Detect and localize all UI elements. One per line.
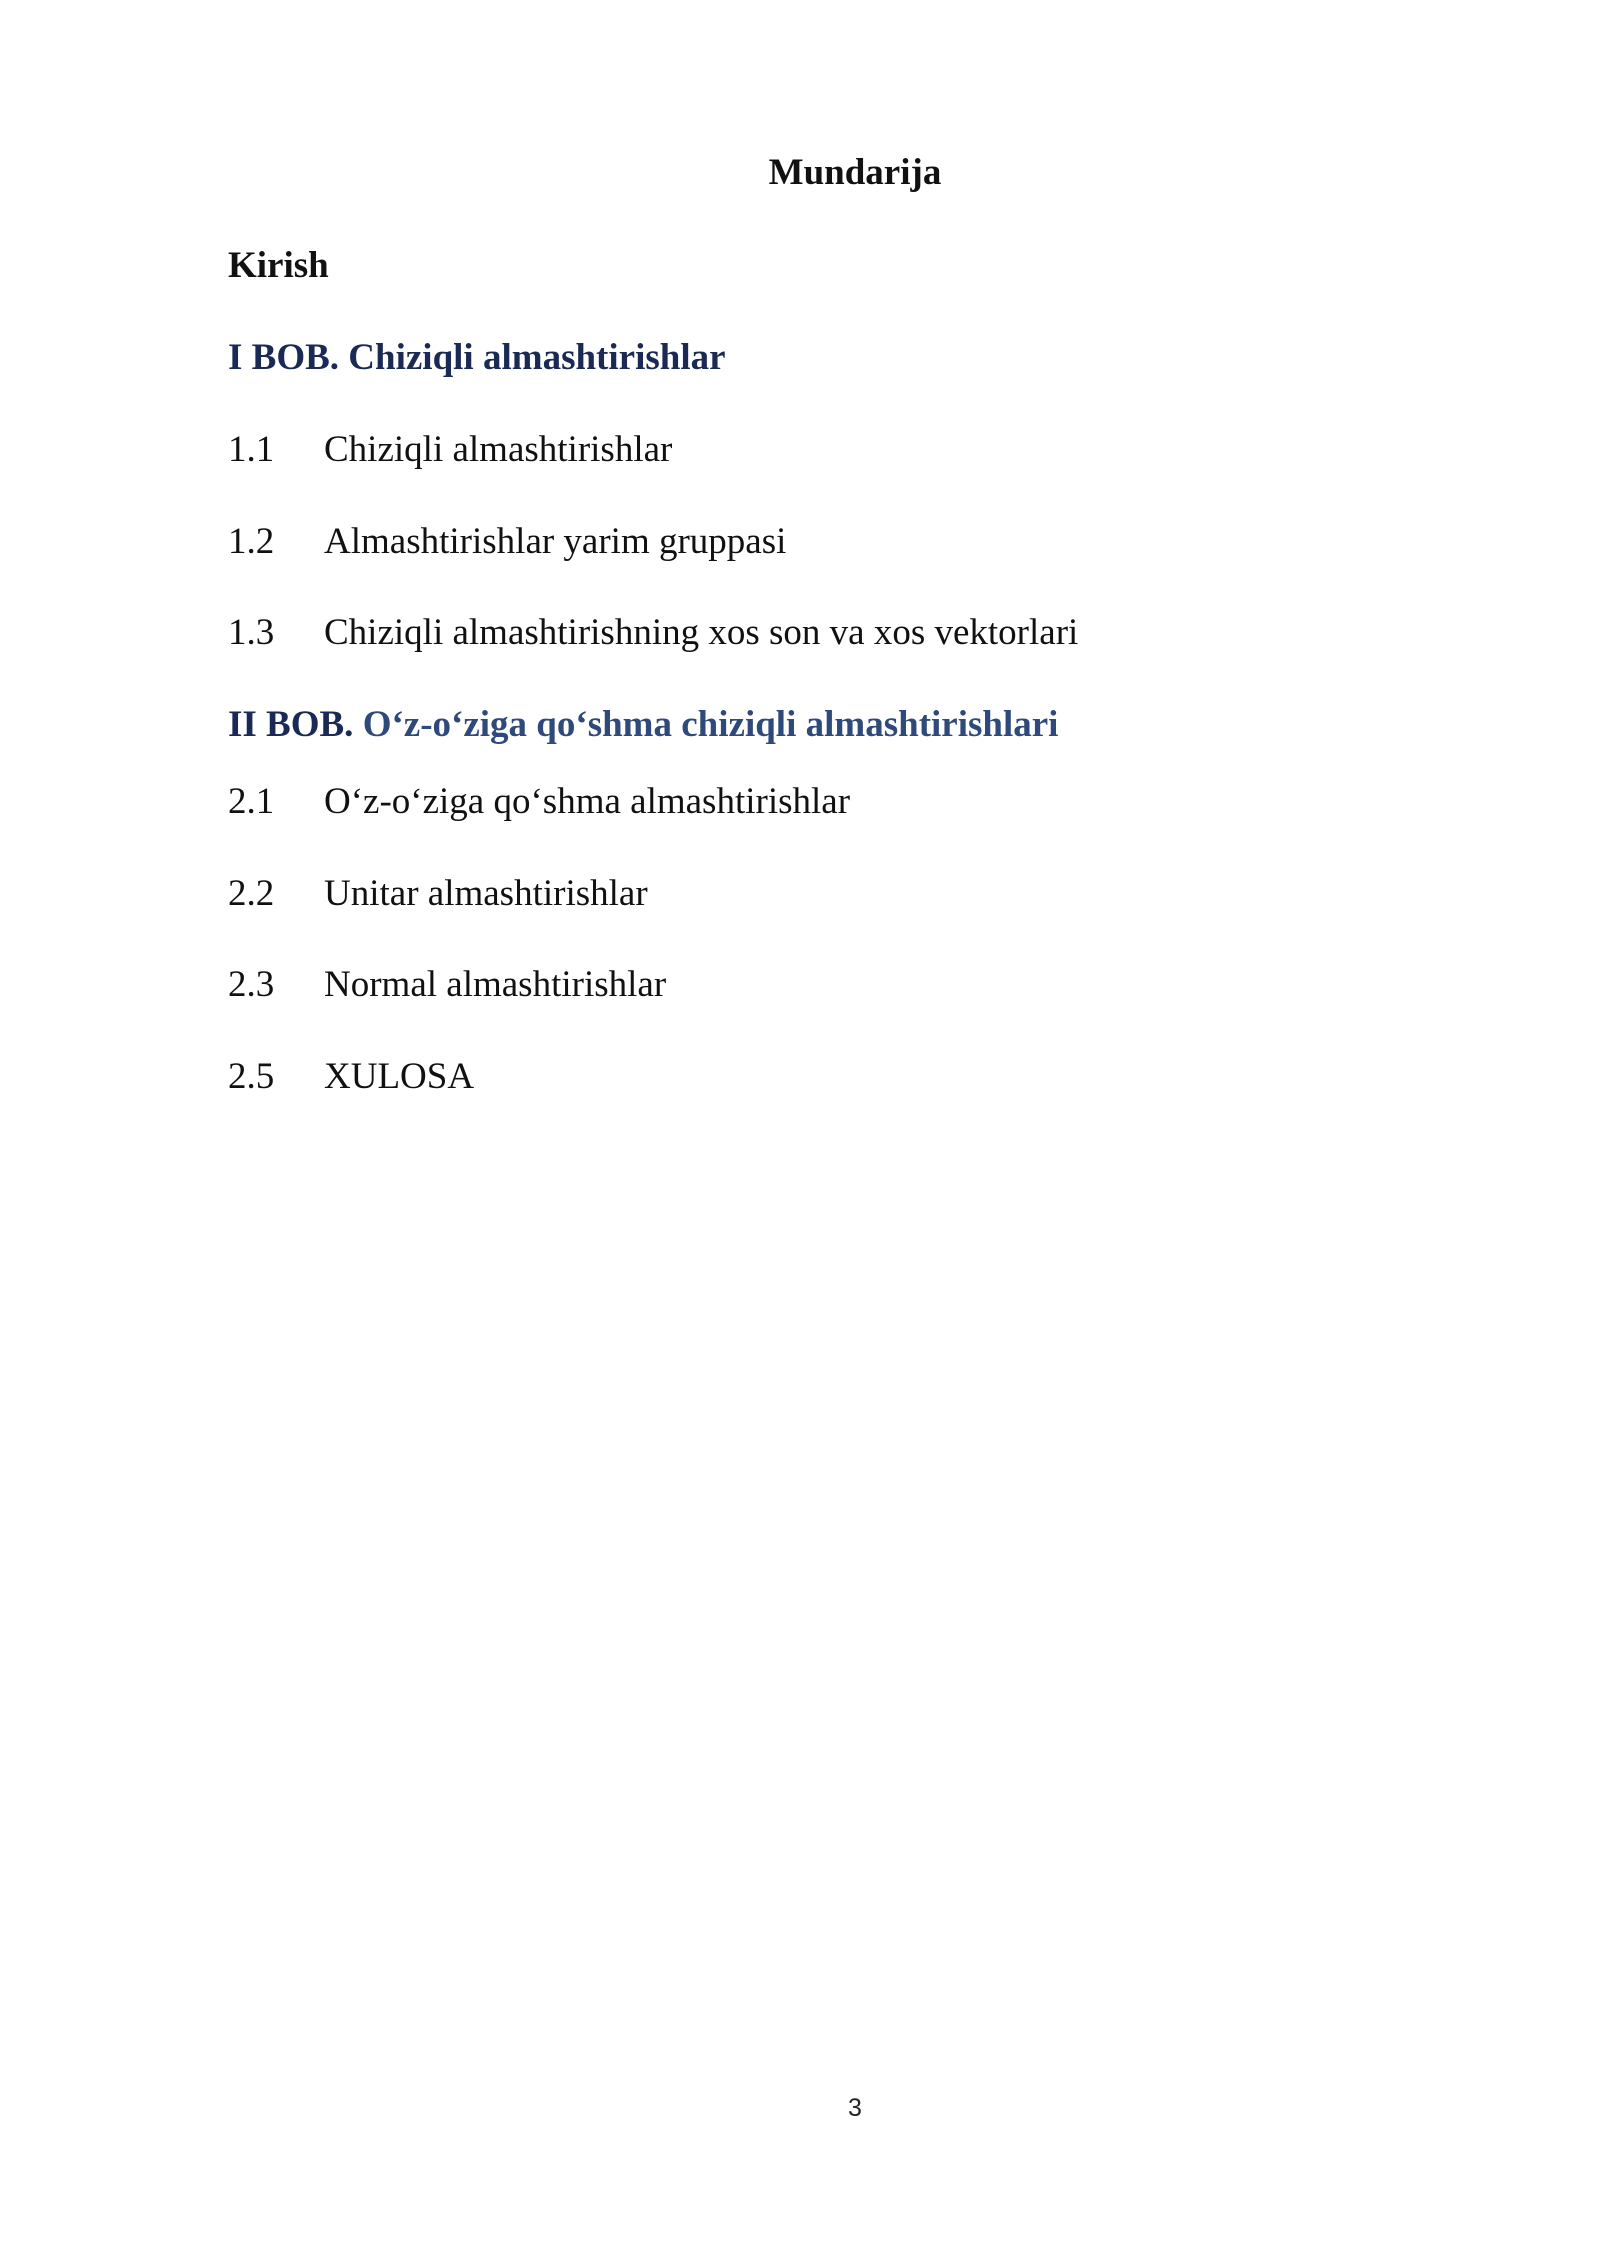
section-number: 1.1 <box>228 429 275 470</box>
chapter-2-prefix: II BOB. <box>228 704 354 745</box>
section-title: Chiziqli almashtirishning xos son va xos vektorlari <box>324 612 1079 653</box>
toc-section-2-1 <box>228 779 850 825</box>
toc-section-1-3 <box>228 610 1078 656</box>
section-number: 1.3 <box>228 612 275 653</box>
toc-introduction: Kirish <box>228 245 329 286</box>
section-number: 2.1 <box>228 781 275 822</box>
section-number: 2.2 <box>228 873 275 914</box>
toc-section-2-5 <box>228 1054 474 1100</box>
toc-section-2-3 <box>228 962 666 1008</box>
page-title: Mundarija <box>768 152 942 193</box>
section-title: Chiziqli almashtirishlar <box>324 429 673 470</box>
section-title: O‘z-o‘ziga qo‘shma almashtirishlar <box>324 781 851 822</box>
toc-section-2-2 <box>228 871 648 917</box>
section-number: 2.5 <box>228 1056 275 1097</box>
section-title: Unitar almashtirishlar <box>324 873 648 914</box>
toc-section-1-2 <box>228 519 786 565</box>
section-title: Normal almashtirishlar <box>324 964 667 1005</box>
section-number: 1.2 <box>228 521 275 562</box>
section-title: XULOSA <box>324 1056 475 1097</box>
toc-section-1-1 <box>228 427 672 473</box>
chapter-1-title: Chiziqli almashtirishlar <box>348 337 726 378</box>
page-number: 3 <box>848 2094 862 2122</box>
chapter-1-prefix: I BOB. <box>228 337 340 378</box>
section-number: 2.3 <box>228 964 275 1005</box>
chapter-2-title: O‘z-o‘ziga qo‘shma chiziqli almashtirishlari <box>362 704 1059 745</box>
toc-chapter-1-heading <box>228 335 726 381</box>
section-title: Almashtirishlar yarim gruppasi <box>324 521 787 562</box>
toc-chapter-2-heading <box>228 702 1058 748</box>
